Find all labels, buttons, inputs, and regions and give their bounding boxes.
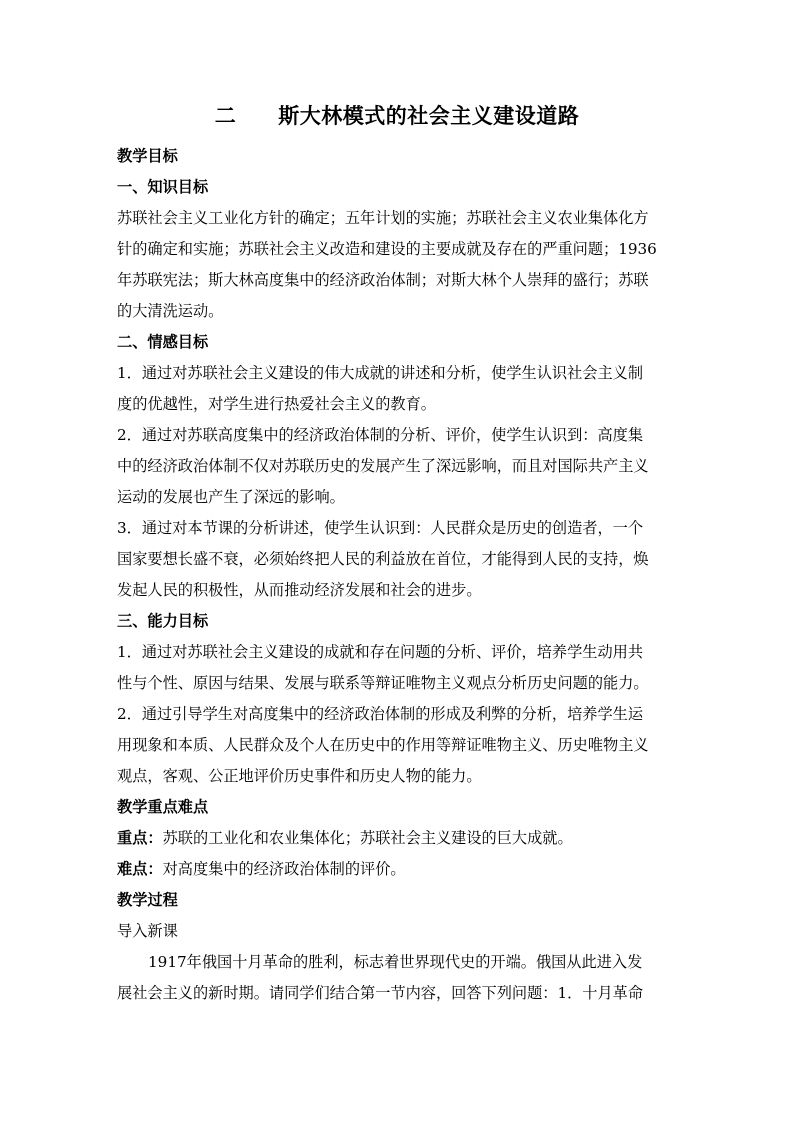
text-line: 2．通过对苏联高度集中的经济政治体制的分析、评价，使学生认识到：高度集 <box>117 426 644 444</box>
text-line: 1．通过对苏联社会主义建设的伟大成就的讲述和分析，使学生认识社会主义制 <box>117 364 644 382</box>
difficulty-line <box>117 854 677 885</box>
emotion-paragraph <box>117 358 677 606</box>
text-line: 年苏联宪法；斯大林高度集中的经济政治体制；对斯大林个人崇拜的盛行；苏联 <box>117 271 649 289</box>
text-line: 展社会主义的新时期。请同学们结合第一节内容，回答下列问题：1．十月革命 <box>117 984 644 1002</box>
text-line: 用现象和本质、人民群众及个人在历史中的作用等辩证唯物主义、历史唯物主义 <box>117 736 649 754</box>
text-line: 的大清洗运动。 <box>117 302 224 320</box>
text-line: 苏联社会主义工业化方针的确定；五年计划的实施；苏联社会主义农业集体化方 <box>117 209 649 227</box>
knowledge-paragraph <box>117 203 677 327</box>
text-line: 观点，客观、公正地评价历史事件和历史人物的能力。 <box>117 767 482 785</box>
text-line: 发起人民的积极性，从而推动经济发展和社会的进步。 <box>117 581 482 599</box>
process-paragraph <box>117 947 677 1009</box>
text-line: 度的优越性，对学生进行热爱社会主义的教育。 <box>117 395 436 413</box>
text-line: 1917年俄国十月革命的胜利，标志着世界现代史的开端。俄国从此进入发 <box>148 953 643 971</box>
key-points-heading: 教学重点难点 <box>117 798 209 816</box>
text-line: 运动的发展也产生了深远的影响。 <box>117 488 345 506</box>
document-body <box>117 141 677 1009</box>
text-line: 3．通过对本节课的分析讲述，使学生认识到：人民群众是历史的创造者，一个 <box>117 519 644 537</box>
page-title <box>0 100 794 130</box>
ability-paragraph <box>117 637 677 792</box>
objectives-heading: 教学目标 <box>117 147 178 165</box>
difficulty-label: 难点： <box>117 860 163 878</box>
difficulty-text: 对高度集中的经济政治体制的评价。 <box>162 860 406 878</box>
text-line: 性与个性、原因与结果、发展与联系等辩证唯物主义观点分析历史问题的能力。 <box>117 674 649 692</box>
focus-label: 重点： <box>117 829 163 847</box>
text-line: 中的经济政治体制不仅对苏联历史的发展产生了深远影响，而且对国际共产主义 <box>117 457 649 475</box>
text-line: 针的确定和实施；苏联社会主义改造和建设的主要成就及存在的严重问题；1936 <box>117 240 657 258</box>
emotion-heading: 二、情感目标 <box>117 333 209 351</box>
focus-line <box>117 823 677 854</box>
ability-heading: 三、能力目标 <box>117 612 209 630</box>
text-line: 1．通过对苏联社会主义建设的成就和存在问题的分析、评价，培养学生动用共 <box>117 643 644 661</box>
text-line: 国家要想长盛不衰，必须始终把人民的利益放在首位，才能得到人民的支持，焕 <box>117 550 649 568</box>
title-number: 二 <box>214 103 237 128</box>
intro-label: 导入新课 <box>117 922 178 940</box>
focus-text: 苏联的工业化和农业集体化；苏联社会主义建设的巨大成就。 <box>162 829 573 847</box>
process-heading: 教学过程 <box>117 891 178 909</box>
text-line: 2．通过引导学生对高度集中的经济政治体制的形成及利弊的分析，培养学生运 <box>117 705 644 723</box>
knowledge-heading: 一、知识目标 <box>117 178 209 196</box>
title-text: 斯大林模式的社会主义建设道路 <box>278 103 580 128</box>
